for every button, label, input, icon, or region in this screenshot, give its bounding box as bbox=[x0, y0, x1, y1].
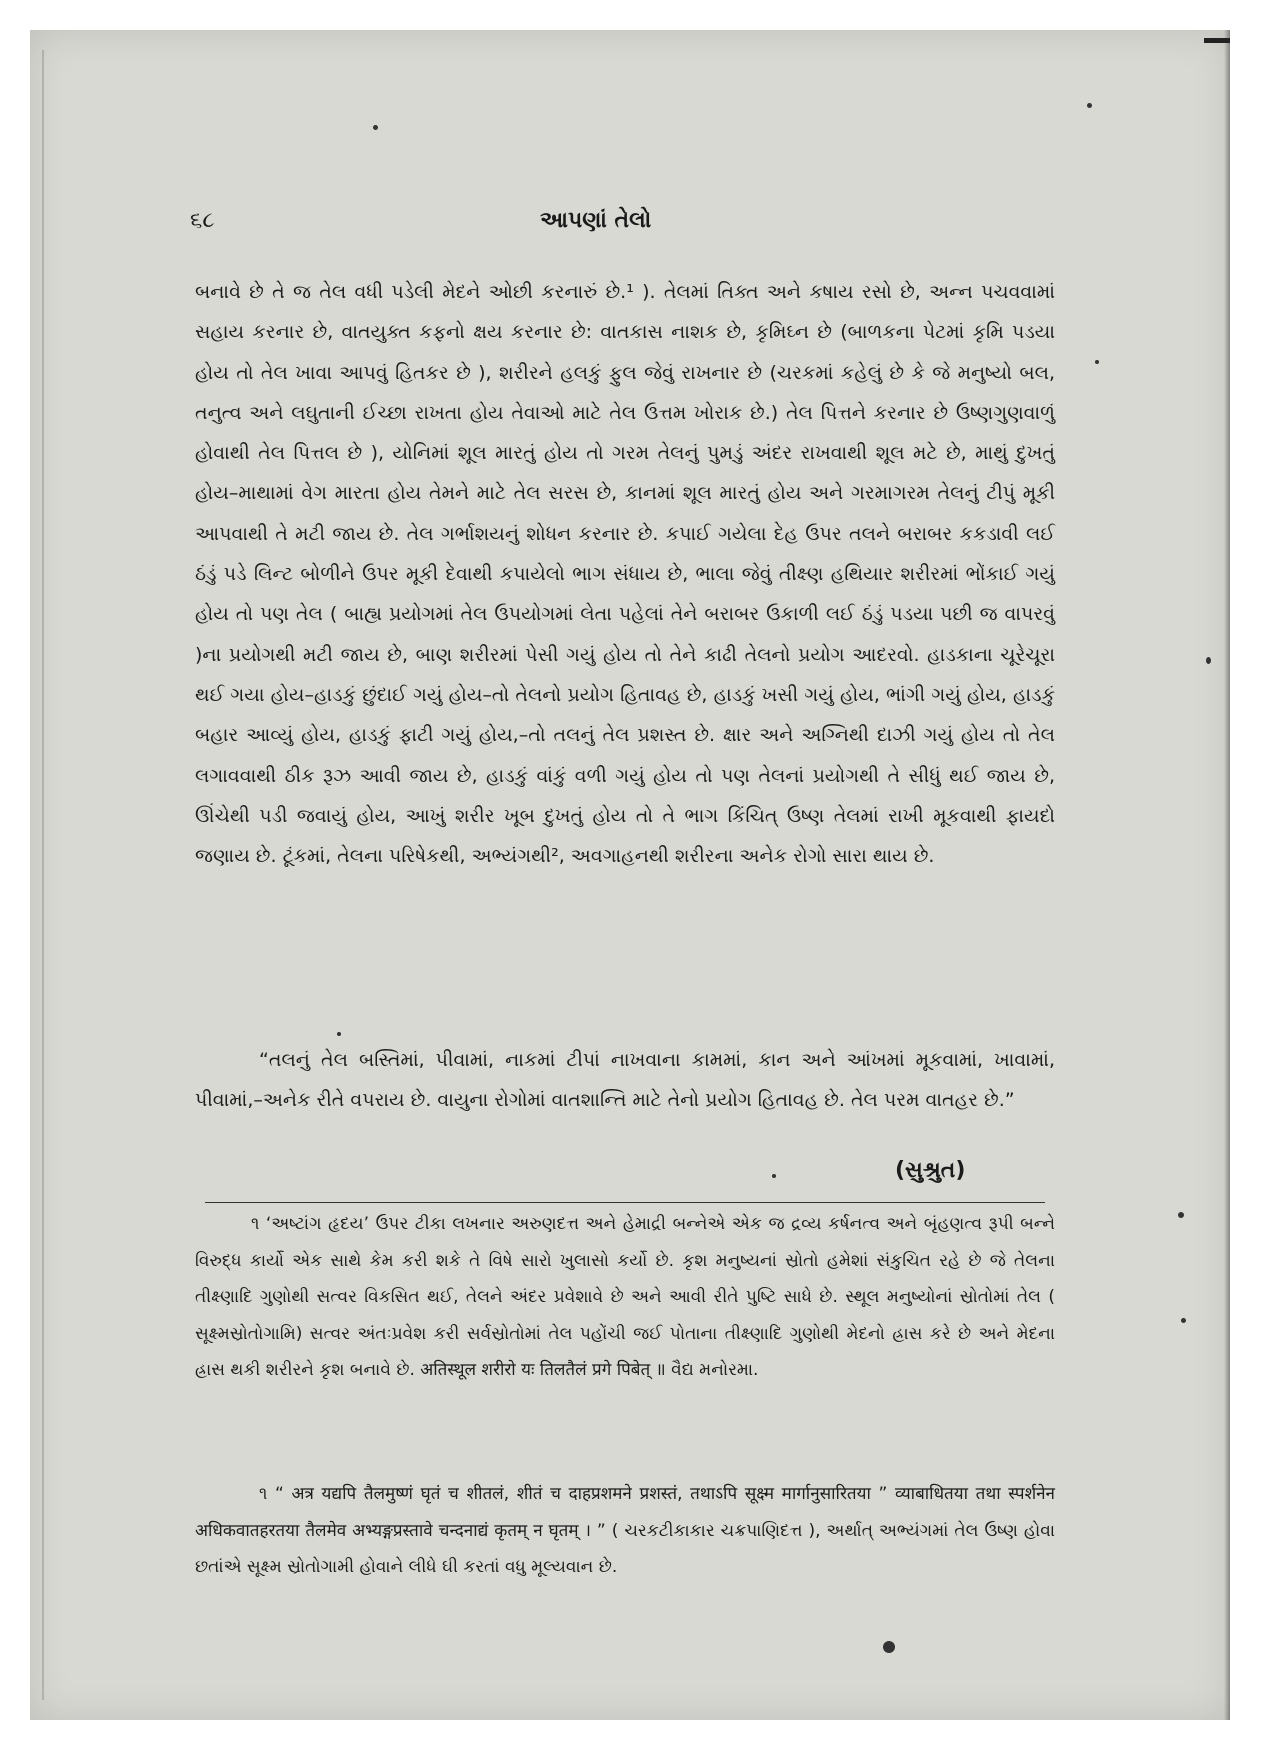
ink-speck bbox=[883, 1641, 895, 1653]
ink-speck bbox=[1206, 657, 1211, 664]
ink-speck bbox=[1178, 1212, 1184, 1218]
ink-speck bbox=[373, 125, 378, 130]
footnote-divider bbox=[205, 1202, 1045, 1203]
ink-speck bbox=[772, 1174, 776, 1178]
ink-speck bbox=[1095, 360, 1099, 364]
body-paragraph: બનાવે છે તે જ તેલ વધી પડેલી મેદને ઓછી કરનારું છે.¹ ). તેલમાં તિક્ત અને કષાય રસો છે, અન્ન પચવવામાં સહાય કરનાર છે, વાતયુક્ત કફનો ક્ષય કરનાર છે: વાતકાસ નાશક છે, કૃમિઘ્ન છે (બાળકના પેટમાં કૃમિ પડયા હોય તો તેલ ખાવા આપવું હિતકર છે ), શરીરને હલકું ફુલ જેવું રાખનાર છે (ચરકમાં કહેલું છે કે જે મનુષ્યો બલ, તનુત્વ અને લઘુતાની ઈચ્છા રાખતા હોય તેવાઓ માટે તેલ ઉત્તમ ખોરાક છે.) તેલ પિત્તને કરનાર છે ઉષ્ણગુણવાળું હોવાથી તેલ પિત્તલ છે ), યોનિમાં શૂલ મારતું હોય તો ગરમ તેલનું પુમડું અંદર રાખવાથી શૂલ મટે છે, માથું દુખતું હોય–માથામાં વેગ મારતા હોય તેમને માટે તેલ સરસ છે, કાનમાં શૂલ મારતું હોય અને ગરમાગરમ તેલનું ટીપું મૂકી આપવાથી તે મટી જાય છે. તેલ ગર્ભાશયનું શોધન કરનાર છે. કપાઈ ગયેલા દેહ ઉપર તલને બરાબર કકડાવી લઈ ઠંડું પડે લિન્ટ બોળીને ઉપર મૂકી દેવાથી કપાયેલો ભાગ સંધાય છે, ભાલા જેવું તીક્ષ્ણ હથિયાર શરીરમાં ભોંકાઈ ગયું હોય તો પણ તેલ ( બાહ્ય પ્રયોગમાં તેલ ઉપયોગમાં લેતા પહેલાં તેને બરાબર ઉકાળી લઈ ઠંડું પડયા પછી જ વાપરવું )ના પ્રયોગથી મટી જાય છે, બાણ શરીરમાં પેસી ગયું હોય તો તેને કાઢી તેલનો પ્રયોગ આદરવો. હાડકાના ચૂરેચૂરા થઈ ગયા હોય–હાડકું છુંદાઈ ગયું હોય–તો તેલનો પ્રયોગ હિતાવહ છે, હાડકું ખસી ગયું હોય, ભાંગી ગયું હોય, હાડકું બહાર આવ્યું હોય, હાડકું ફાટી ગયું હોય,–તો તલનું તેલ પ્રશસ્ત છે. ક્ષાર અને અગ્નિથી દાઝી ગયું હોય તો તેલ લગાવવાથી ઠીક રૂઝ આવી જાય છે, હાડકું વાંકું વળી ગયું હોય તો પણ તેલનાં પ્રયોગથી તે સીધું થઈ જાય છે, ઊંચેથી પડી જવાયું હોય, આખું શરીર ખૂબ દુખતું હોય તો તે ભાગ કિંચિત્ ઉષ્ણ તેલમાં રાખી મૂકવાથી ફાયદો જણાય છે. ટૂંકમાં, તેલના પરિષેકથી, અભ્યંગથી², અવગાહનથી શરીરના અનેક રોગો સારા થાય છે. bbox=[195, 281, 1055, 868]
page-number: ૬૮ bbox=[190, 208, 215, 233]
ink-speck bbox=[337, 1032, 341, 1036]
footnote-1: ૧ ‘અષ્ટાંગ હૃદય’ ઉપર ટીકા લખનાર અરુણદત્ત અને હેમાદ્રી બન્નેએ એક જ દ્રવ્ય કર્ષનત્વ અને બૃંહણત્વ રૂપી બન્ને વિરુદ્ધ કાર્યો એક સાથે કેમ કરી શકે તે વિષે સારો ખુલાસો કર્યો છે. કૃશ મનુષ્યનાં સ્રોતો હમેશાં સંકુચિત રહે છે જે તેલના તીક્ષ્ણાદિ ગુણોથી સત્વર વિકસિત થઈ, તેલને અંદર પ્રવેશાવે છે અને આવી રીતે પુષ્ટિ સાધે છે. સ્થૂલ મનુષ્યોનાં સ્રોતોમાં તેલ ( સૂક્ષ્મસ્રોતોગામિ) સત્વર અંતઃપ્રવેશ કરી સર્વસ્રોતોમાં તેલ પહોંચી જઈ પોતાના તીક્ષ્ણાદિ ગુણોથી મેદનો હ્રાસ કરે છે અને મેદના હ્રાસ થકી શરીરને કૃશ બનાવે છે. अतिस्थूल शरीरो यः तिलतैलं प्रगे पिबेत् ॥ વૈદ્ય મનોરમા. bbox=[195, 1214, 1055, 1380]
footnote-2: ૧ “ अत्र यद्यपि तैलमुष्णं घृतं च शीतलं, शीतं च दाहप्रशमने प्रशस्तं, तथाऽपि सूक्ष्म मार्गानुसारितया ” व्याबाधितया तथा स्पर्शनेन अधिकवातहरतया तैलमेव अभ्यङ्गप्रस्तावे चन्दनाद्यं कृतम् न घृतम् । ” ( ચરકટીકાકાર ચક્રપાણિદત્ત ), અર્થાત્ અભ્યંગમાં તેલ ઉષ્ણ હોવા છતાંએ સૂક્ષ્મ સ્રોતોગામી હોવાને લીધે ઘી કરતાં વધુ મૂલ્યવાન છે. bbox=[195, 1484, 1055, 1577]
quote-paragraph: “તલનું તેલ બસ્તિમાં, પીવામાં, નાકમાં ટીપાં નાખવાના કામમાં, કાન અને આંખમાં મૂકવામાં, ખાવામાં, પીવામાં,–અનેક રીતે વપરાય છે. વાયુના રોગોમાં વાતશાન્તિ માટે તેનો પ્રયોગ હિતાવહ છે. તેલ પરમ વાતહર છે.” bbox=[195, 1049, 1055, 1111]
page-header bbox=[160, 208, 1060, 248]
fold-line bbox=[42, 50, 44, 1700]
page-edge-shadow bbox=[1224, 30, 1230, 1720]
corner-mark bbox=[1204, 38, 1230, 43]
ink-speck bbox=[1181, 1318, 1186, 1323]
ink-speck bbox=[1087, 103, 1092, 108]
running-title: આપણાં તેલો bbox=[540, 208, 652, 233]
quote-attribution: (સુશ્રુત) bbox=[895, 1158, 966, 1183]
